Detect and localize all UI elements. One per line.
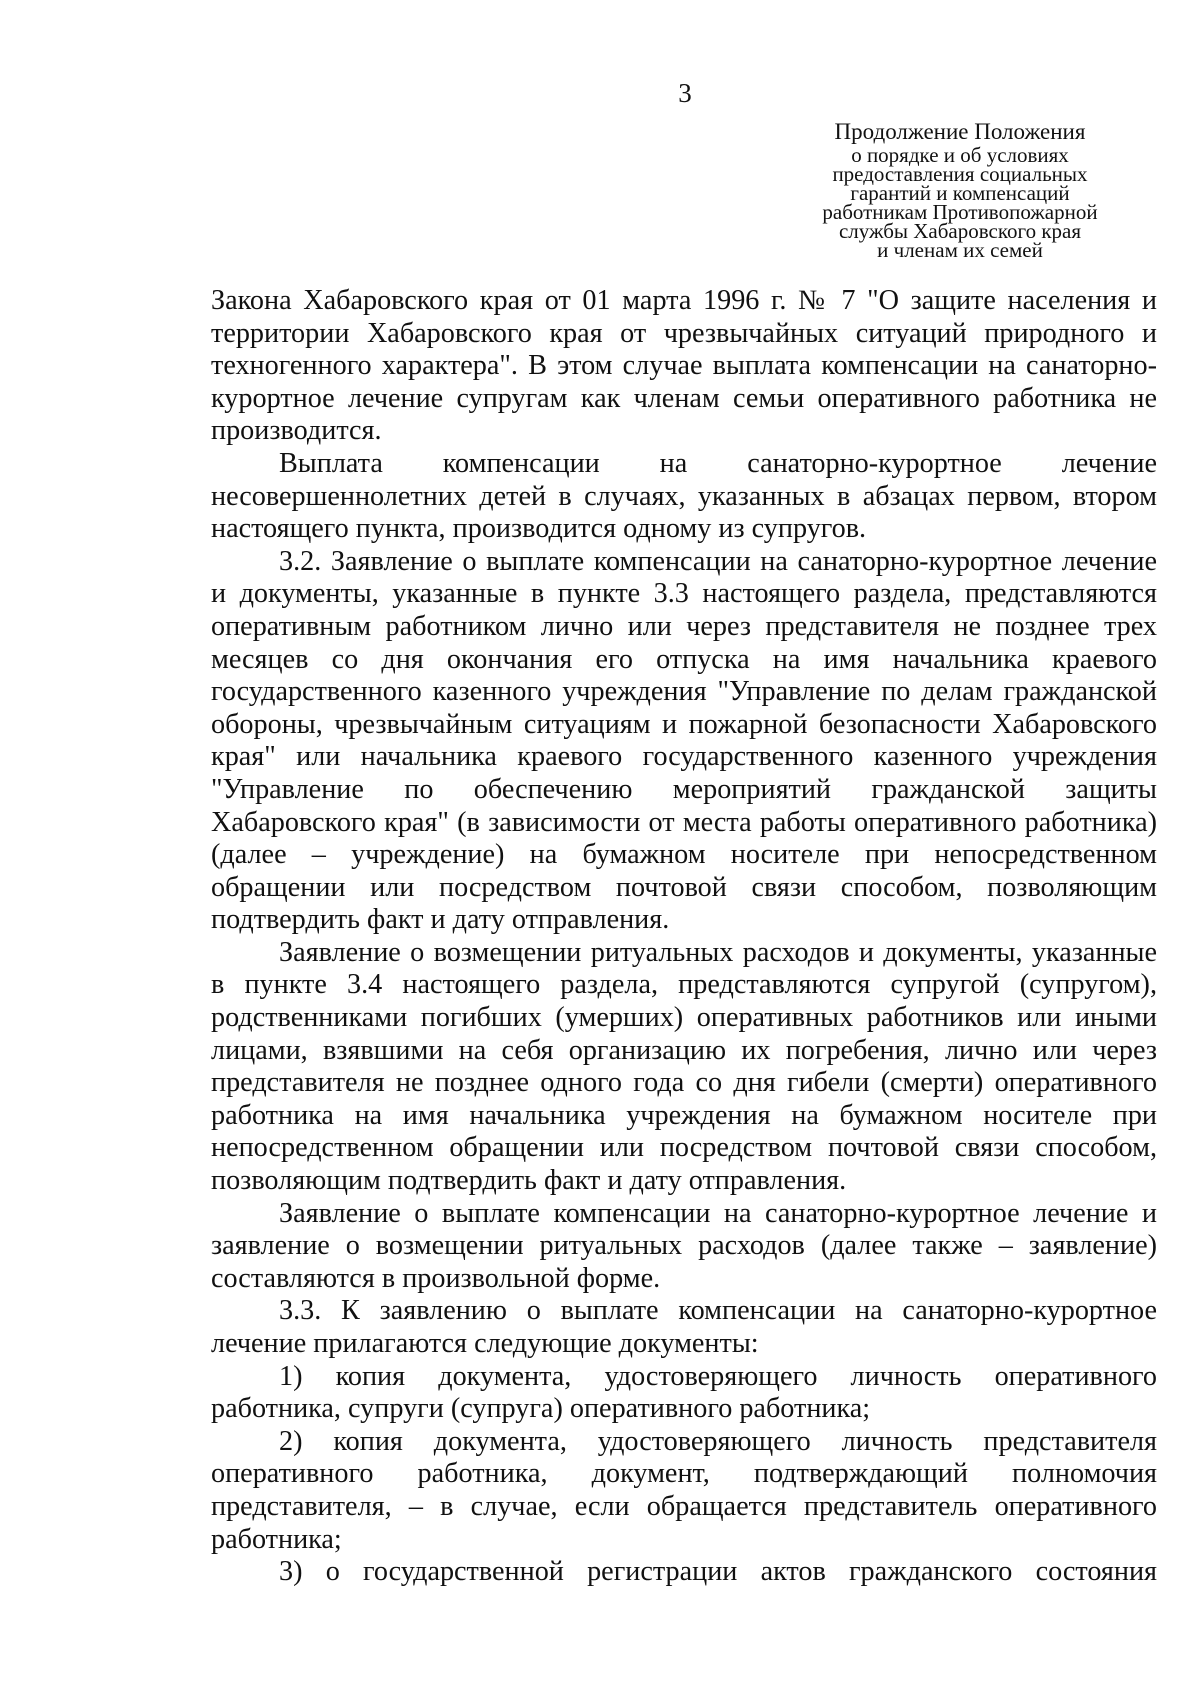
paragraph: Выплата компенсации на санаторно-курортное лечение несовершеннолетних детей в случаях, указанных в абзацах первом, втором настоящего пункта, производится одному из супругов. <box>211 447 1157 545</box>
header-note-line: работникам Противопожарной <box>822 200 1098 224</box>
header-note-line: службы Хабаровского края <box>838 219 1082 243</box>
document-body <box>211 285 1157 1589</box>
header-note-line: о порядке и об условиях <box>851 143 1069 167</box>
list-item: 2) копия документа, удостоверяющего личность представителя оперативного работника, документ, подтверждающий полномочия представителя, – в случае, если обращается представитель оперативного работника; <box>211 1425 1157 1555</box>
list-item: 3) о государственной регистрации актов гражданского состояния <box>279 1556 1157 1588</box>
header-note-line: и членам их семей <box>877 238 1043 262</box>
page-number: 3 <box>678 78 692 108</box>
header-note-title: Продолжение Положения <box>834 119 1086 144</box>
paragraph: Заявление о возмещении ритуальных расходов и документы, указанные в пункте 3.4 настоящего раздела, представляются супругой (супругом), родственниками погибших (умерших) оперативных работников или иными лицами, взявшими на себя организацию их погребения, лично или через представителя не позднее одного года со дня гибели (смерти) оперативного работника на имя начальника учреждения на бумажном носителе при непосредственном обращении или посредством почтовой связи способом, позволяющим подтвердить факт и дату отправления. <box>211 936 1157 1197</box>
list-item: 1) копия документа, удостоверяющего личность оперативного работника, супруги (супруга) оперативного работника; <box>211 1360 1157 1425</box>
paragraph: Закона Хабаровского края от 01 марта 1996 г. № 7 "О защите населения и территории Хабаровского края от чрезвычайных ситуаций природного и техногенного характера". В этом случае выплата компенсации на санаторно-курортное лечение супругам как членам семьи оперативного работника не производится. <box>211 285 1157 447</box>
header-note-line: гарантий и компенсаций <box>850 181 1070 205</box>
paragraph: 3.3. К заявлению о выплате компенсации на санаторно-курортное лечение прилагаются следующие документы: <box>211 1295 1157 1359</box>
paragraph: 3.2. Заявление о выплате компенсации на санаторно-курортное лечение и документы, указанные в пункте 3.3 настоящего раздела, представляются оперативным работником лично или через представителя не позднее трех месяцев со дня окончания его отпуска на имя начальника краевого государственного казенного учреждения "Управление по делам гражданской обороны, чрезвычайным ситуациям и пожарной безопасности Хабаровского края" или начальника краевого государственного казенного учреждения "Управление по обеспечению мероприятий гражданской защиты Хабаровского края" (в зависимости от места работы оперативного работника) (далее – учреждение) на бумажном носителе при непосредственном обращении или посредством почтовой связи способом, позволяющим подтвердить факт и дату отправления. <box>211 545 1157 936</box>
document-header-note <box>800 118 1120 260</box>
header-note-line: предоставления социальных <box>832 162 1088 186</box>
paragraph: Заявление о выплате компенсации на санаторно-курортное лечение и заявление о возмещении ритуальных расходов (далее также – заявление) составляются в произвольной форме. <box>211 1197 1157 1294</box>
